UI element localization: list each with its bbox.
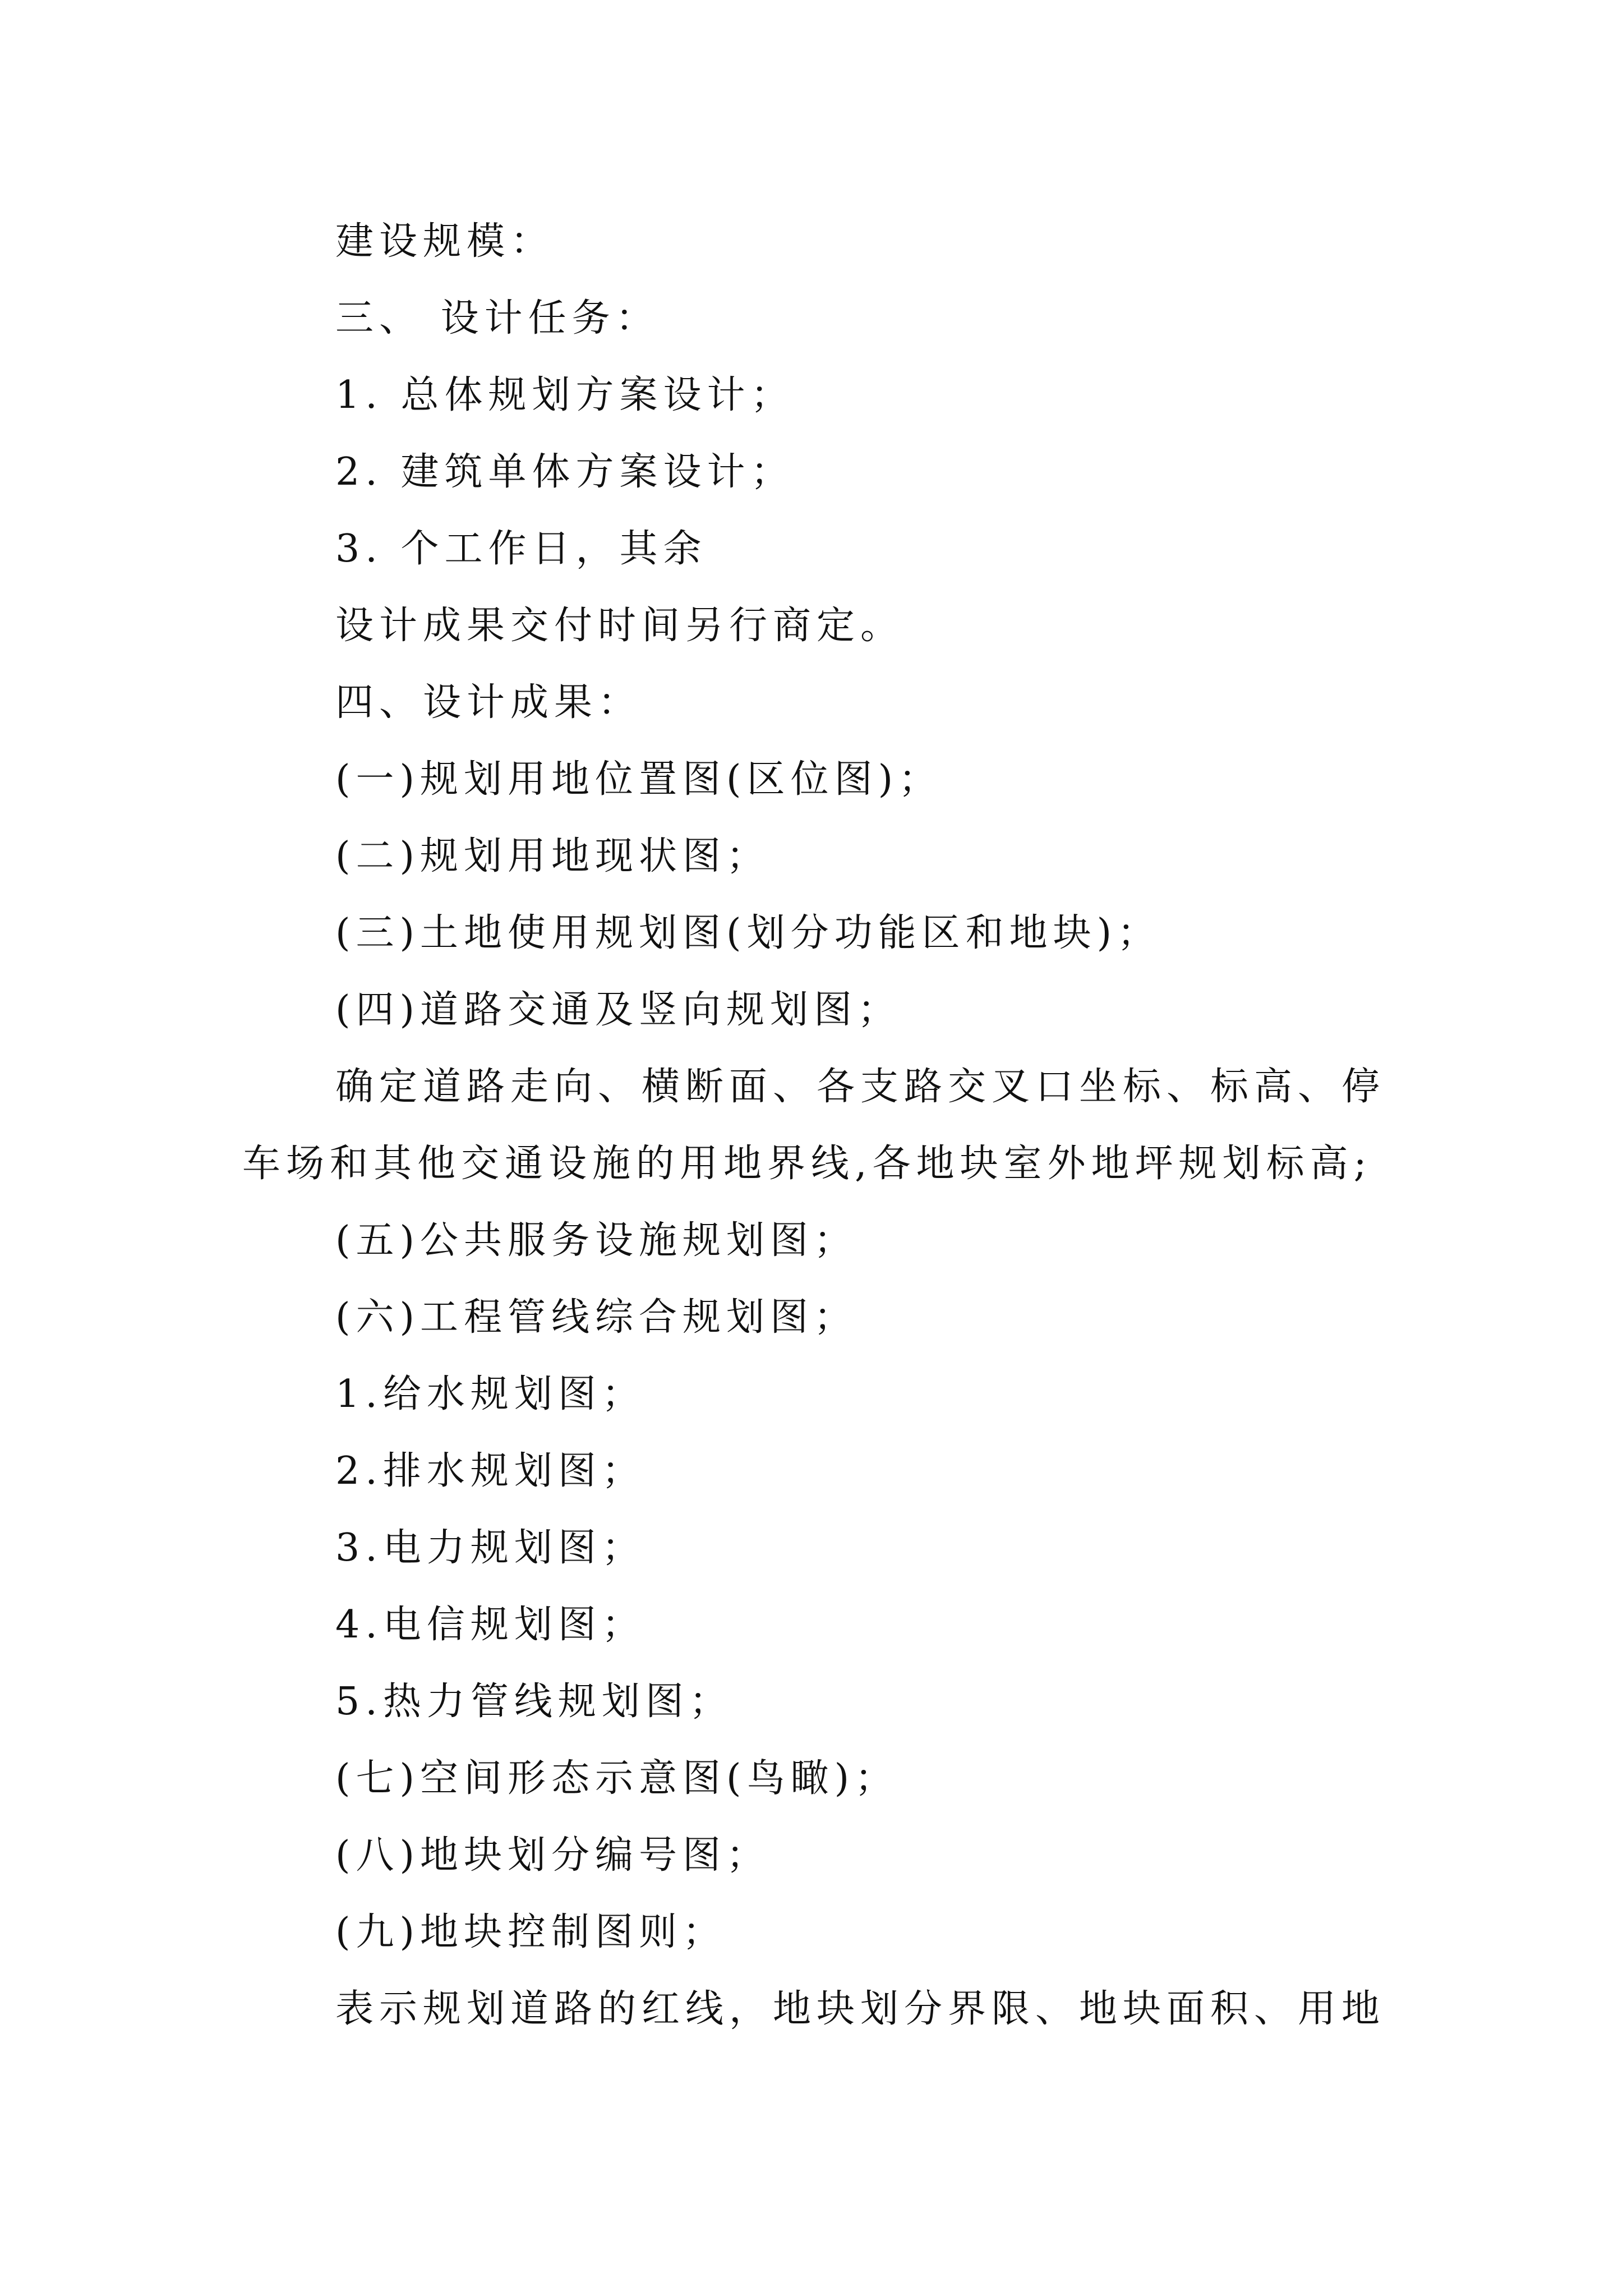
delivery-time-note: 设计成果交付时间另行商定。 bbox=[335, 604, 905, 648]
task-item-3: 3. 个工作日，其余 bbox=[335, 527, 707, 571]
task-item-2: 2. 建筑单体方案设计； bbox=[335, 450, 795, 494]
result-item-1: (一)规划用地位置图(区位图)； bbox=[335, 757, 943, 802]
result-item-6: (六)工程管线综合规划图； bbox=[335, 1295, 858, 1340]
result-item-8: (八)地块划分编号图； bbox=[335, 1833, 771, 1878]
result-item-5: (五)公共服务设施规划图； bbox=[335, 1218, 858, 1263]
pipeline-item-4: 4.电信规划图； bbox=[335, 1603, 645, 1647]
plot-control-description: 表示规划道路的红线，地块划分界限、地块面积、用地 bbox=[335, 1987, 1386, 2031]
result-item-2: (二)规划用地现状图； bbox=[335, 834, 771, 878]
road-description-line-2: 车场和其他交通设施的用地界线,各地块室外地坪规划标高; bbox=[242, 1142, 1372, 1186]
line-construction-scale: 建设规模： bbox=[335, 219, 555, 264]
pipeline-item-3: 3.电力规划图； bbox=[335, 1526, 645, 1570]
heading-design-tasks: 三、 设计任务： bbox=[335, 296, 660, 341]
road-description-line-1: 确定道路走向、横断面、各支路交叉口坐标、标高、停 bbox=[335, 1065, 1386, 1109]
result-item-9: (九)地块控制图则； bbox=[335, 1910, 727, 1954]
pipeline-item-5: 5.热力管线规划图； bbox=[335, 1680, 733, 1724]
task-item-1: 1. 总体规划方案设计； bbox=[335, 373, 795, 417]
result-item-7: (七)空间形态示意图(鸟瞰)； bbox=[335, 1756, 899, 1801]
pipeline-item-2: 2.排水规划图； bbox=[335, 1449, 645, 1493]
result-item-3: (三)土地使用规划图(划分功能区和地块)； bbox=[335, 911, 1161, 955]
heading-design-results: 四、设计成果： bbox=[335, 680, 642, 725]
pipeline-item-1: 1.给水规划图； bbox=[335, 1372, 645, 1416]
result-item-4: (四)道路交通及竖向规划图； bbox=[335, 988, 902, 1032]
